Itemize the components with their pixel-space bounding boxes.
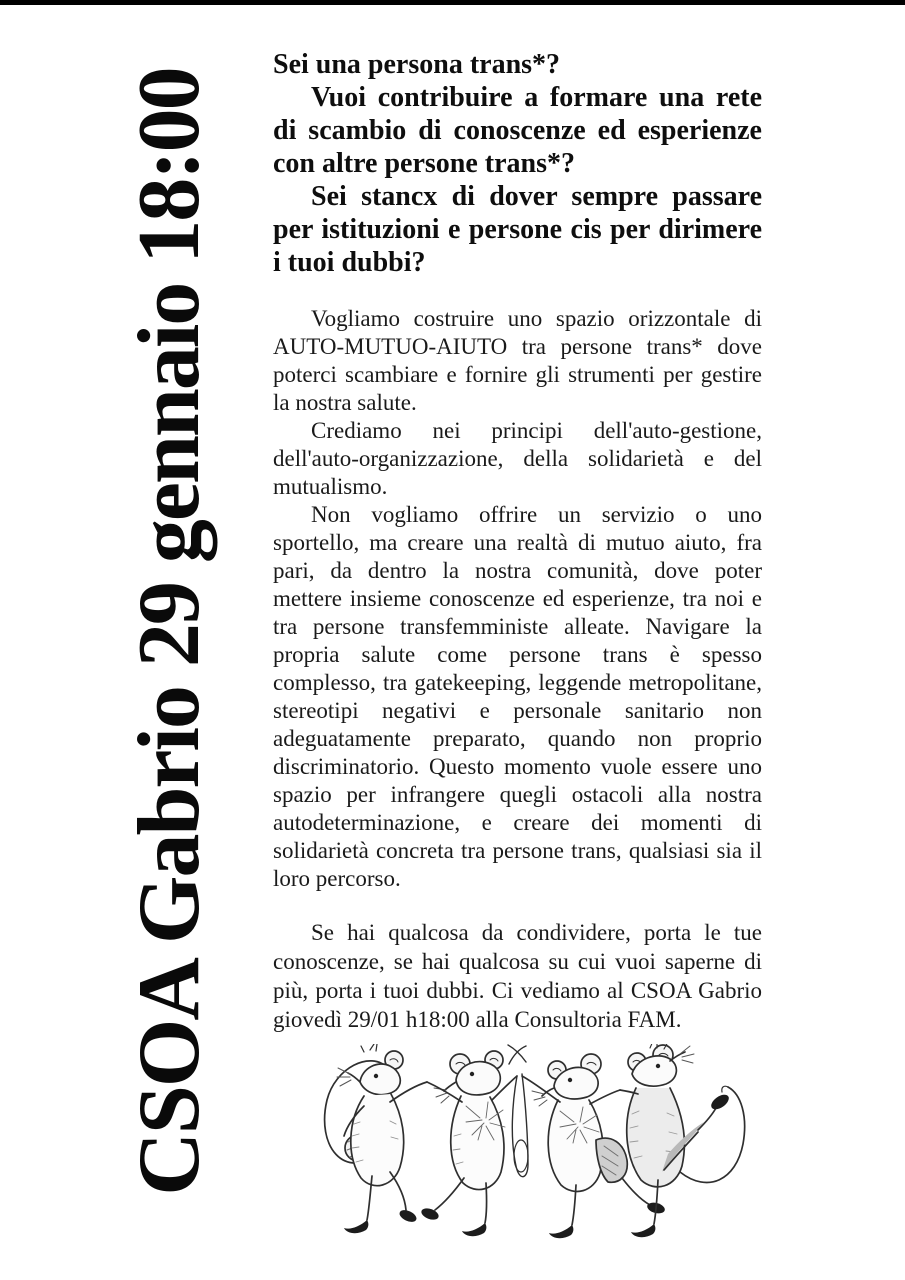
- headline-section: [273, 48, 762, 279]
- dancing-mice-illustration: [314, 1044, 750, 1244]
- body-paragraph-2: Crediamo nei principi dell'auto-gestione, dell'auto-organizzazione, della solidarietà e del mutualismo.: [273, 418, 762, 499]
- content-column: [273, 48, 762, 1034]
- headline-paragraph-1: Sei una persona trans*?: [273, 49, 561, 80]
- vertical-event-title-text: CSOA Gabrio 29 gennaio 18:00: [121, 68, 218, 1196]
- body-section: [273, 305, 762, 1034]
- mouse-2: [420, 1051, 517, 1236]
- tail-loop: [508, 1045, 528, 1177]
- dancing-mice-svg: [314, 1044, 750, 1244]
- top-edge-bar: [0, 0, 905, 5]
- headline-paragraph-3: Sei stancx di dover sempre passare per istituzioni e persone cis per dirimere i tuoi dubbi?: [273, 181, 762, 278]
- headline-paragraph-2: Vuoi contribuire a formare una rete di scambio di conoscenze ed esperienze con altre persone trans*?: [273, 82, 762, 179]
- mouse-1: [325, 1044, 427, 1233]
- body-paragraph-3: Non vogliamo offrire un servizio o uno sportello, ma creare una realtà di mutuo aiuto, fra pari, da dentro la nostra comunità, dove poter mettere insieme conoscenze ed esperienze, tra noi e tra persone transfemministe alleate. Navigare la propria salute come persone trans è spesso complesso, tra gatekeeping, leggende metropolitane, stereotipi negativi e personale sanitario non adeguatamente preparato, quando non proprio discriminatorio. Questo momento vuole essere uno spazio per infrangere quegli ostacoli alla nostra autodeterminazione, e creare dei momenti di solidarietà concreta tra persone trans, qualsiasi sia il loro percorso.: [273, 502, 762, 891]
- closing-paragraph: Se hai qualcosa da condividere, porta le tue conoscenze, se hai qualcosa su cui vuoi saperne di più, porta i tuoi dubbi. Ci vediamo al CSOA Gabrio giovedì 29/01 h18:00 alla Consultoria FAM.: [273, 920, 762, 1032]
- mouse-4: [620, 1044, 745, 1237]
- vertical-event-title: [95, 32, 245, 1232]
- body-paragraph-1: Vogliamo costruire uno spazio orizzontale di AUTO-MUTUO-AIUTO tra persone trans* dove poterci scambiare e fornire gli strumenti per gestire la nostra salute.: [273, 306, 762, 415]
